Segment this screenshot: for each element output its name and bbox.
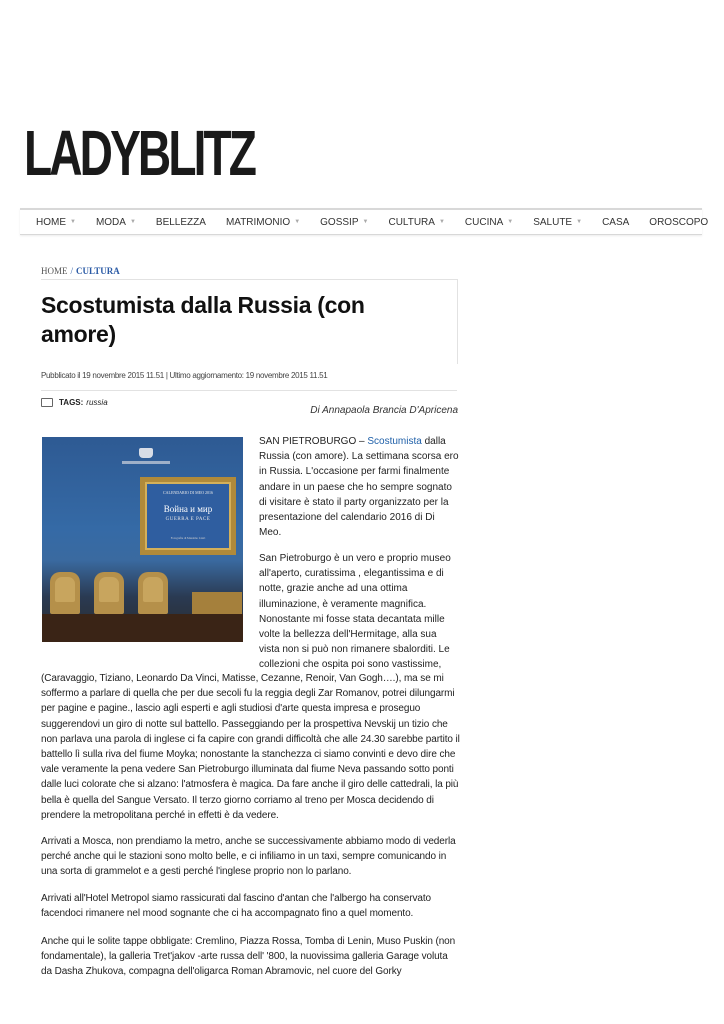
chair-image <box>50 572 80 614</box>
nav-item-label: MATRIMONIO <box>225 216 291 228</box>
crest-icon <box>139 448 153 458</box>
author-byline: Di Annapaola Brancia D'Apricena <box>310 405 458 416</box>
article-title: Scostumista dalla Russia (con amore) <box>41 292 365 347</box>
paragraph-2-full: (Caravaggio, Tiziano, Leonardo Da Vinci, Matisse, Cezanne, Renoir, Van Gogh….), ma se mi soffermo a parlare di quella che per due secoli fu la reggia degli Zar Romanov, potrei dilungarmi per pagine e pagine., lascio agli esperti e agli studiosi d'arte questa impresa e proseguo suggerendovi un giro di notte sul battello. Passeggiando per la prospettiva Nevskij un tizio che non parlava una parola di inglese ci fa capire con grandi difficoltà che alle 24.30 sarebbe partito il battello lì sulla riva del fiume Moyka; nonostante la stanchezza ci siamo convinti e devo dire che vale veramente la pena vedere San Pietroburgo illuminata dal fiume Neva passando sotto ponti dalle luci colorate che si alzano: l'atmosfera è magica. Da fare anche il giro delle cattedrali, la più bella è quella del Sangue Versato. Il terzo giorno corriamo al treno per Mosca decidendo di prendere la metropolitana perché in effetti è da vedere. <box>41 673 460 821</box>
breadcrumb-home[interactable]: HOME <box>41 266 68 276</box>
nav-item-label: OROSCOPO <box>649 216 709 228</box>
main-nav <box>20 208 709 235</box>
nav-item-bellezza[interactable] <box>156 217 206 228</box>
paragraph-4: Arrivati all'Hotel Metropol siamo rassicurati dal fascino d'antan che l'albergo ha conservato facendoci rimanere nel mood sognante che ci ha accompagnato fino a quel momento. <box>41 893 431 920</box>
chevron-down-icon: ▼ <box>507 219 514 225</box>
nav-item-home[interactable] <box>36 217 76 228</box>
paragraph-intro: SAN PIETROBURGO – Scostumista dalla Russia (con amore). La settimana scorsa ero in Russia. L'occasione per farmi finalmente andare in un paese che ho sempre sognato di visitare è stato il party organizzato per la presentazione del calendario 2016 di Di Meo. <box>259 436 459 539</box>
table-image <box>192 592 242 614</box>
chevron-down-icon: ▼ <box>576 219 583 225</box>
floor <box>42 614 243 642</box>
tag-link[interactable]: russia <box>86 398 108 407</box>
nav-item-label: CASA <box>602 216 630 228</box>
nav-item-label: SALUTE <box>533 216 573 228</box>
nav-item-label: CULTURA <box>388 216 435 228</box>
divider <box>41 390 457 391</box>
chevron-down-icon: ▼ <box>294 219 301 225</box>
chevron-down-icon: ▼ <box>362 219 369 225</box>
chair-image <box>94 572 124 614</box>
nav-item-gossip[interactable] <box>320 217 368 228</box>
paragraph-5: Anche qui le solite tappe obbligate: Cremlino, Piazza Rossa, Tomba di Lenin, Muso Puskin (non fondamentale), la galleria Tret'jakov -arte russa dell' '800, la nuovissima galleria Garage voluta da Dasha Zhukova, compagna dell'oligarca Roman Abramovic, nel cuore del Gorky <box>41 936 456 978</box>
nav-item-cucina[interactable] <box>465 217 513 228</box>
nav-item-label: CUCINA <box>464 216 504 228</box>
nav-item-label: BELLEZZA <box>155 216 206 228</box>
nav-item-label: HOME <box>36 216 66 228</box>
frame-subtitle: GUERRA E PACE <box>165 517 211 522</box>
publication-date: Pubblicato il 19 novembre 2015 11.51 | Ultimo aggiornamento: 19 novembre 2015 11.51 <box>41 371 328 380</box>
nav-item-oroscopo[interactable] <box>649 217 708 228</box>
nav-item-cultura[interactable] <box>388 217 444 228</box>
frame-title: Война и мир <box>163 504 213 514</box>
paragraph-2-wrap: San Pietroburgo è un vero e proprio museo all'aperto, curatissima , elegantissima e di notte, grazie anche ad una ottima illuminazione, è veramente magnifica. Nonostante mi fosse stata decantata mille volte la bellezza dell'Hermitage, alla sua vista non si può non rimanere sbalorditi. Le collezioni che ospita poi sono vastissime, <box>259 553 451 671</box>
crest-caption <box>122 461 170 464</box>
breadcrumb-category[interactable]: CULTURA <box>76 266 120 276</box>
frame-small-text: CALENDARIO DI MEO 2016 <box>162 490 214 495</box>
scostumista-link[interactable]: Scostumista <box>367 436 422 447</box>
breadcrumb-separator: / <box>70 266 74 276</box>
nav-item-label: MODA <box>95 216 126 228</box>
gilded-frame <box>140 477 236 555</box>
breadcrumb <box>41 266 120 276</box>
nav-item-casa[interactable] <box>602 217 629 228</box>
tag-icon <box>41 398 53 407</box>
tags-row <box>41 398 108 407</box>
nav-item-label: GOSSIP <box>320 216 359 228</box>
nav-item-matrimonio[interactable] <box>226 217 300 228</box>
tags-label: TAGS: <box>59 398 84 407</box>
chevron-down-icon: ▼ <box>438 219 445 225</box>
chevron-down-icon: ▼ <box>70 219 76 225</box>
chevron-down-icon: ▼ <box>129 219 136 225</box>
paragraph-3: Arrivati a Mosca, non prendiamo la metro, anche se successivamente abbiamo modo di vederla perché anche qui le stazioni sono molto belle, e ci infiliamo in un taxi, sempre comunicando in una sorta di grammelot e a gesti perché l'inglese proprio non lo parlano. <box>41 836 456 878</box>
chair-image <box>138 572 168 614</box>
frame-credit: Fotografie di Massimo Listri <box>170 536 206 540</box>
nav-item-moda[interactable] <box>96 217 136 228</box>
site-logo[interactable]: LADYBLITZ <box>24 117 255 189</box>
article-photo <box>42 437 243 642</box>
nav-item-salute[interactable] <box>533 217 582 228</box>
